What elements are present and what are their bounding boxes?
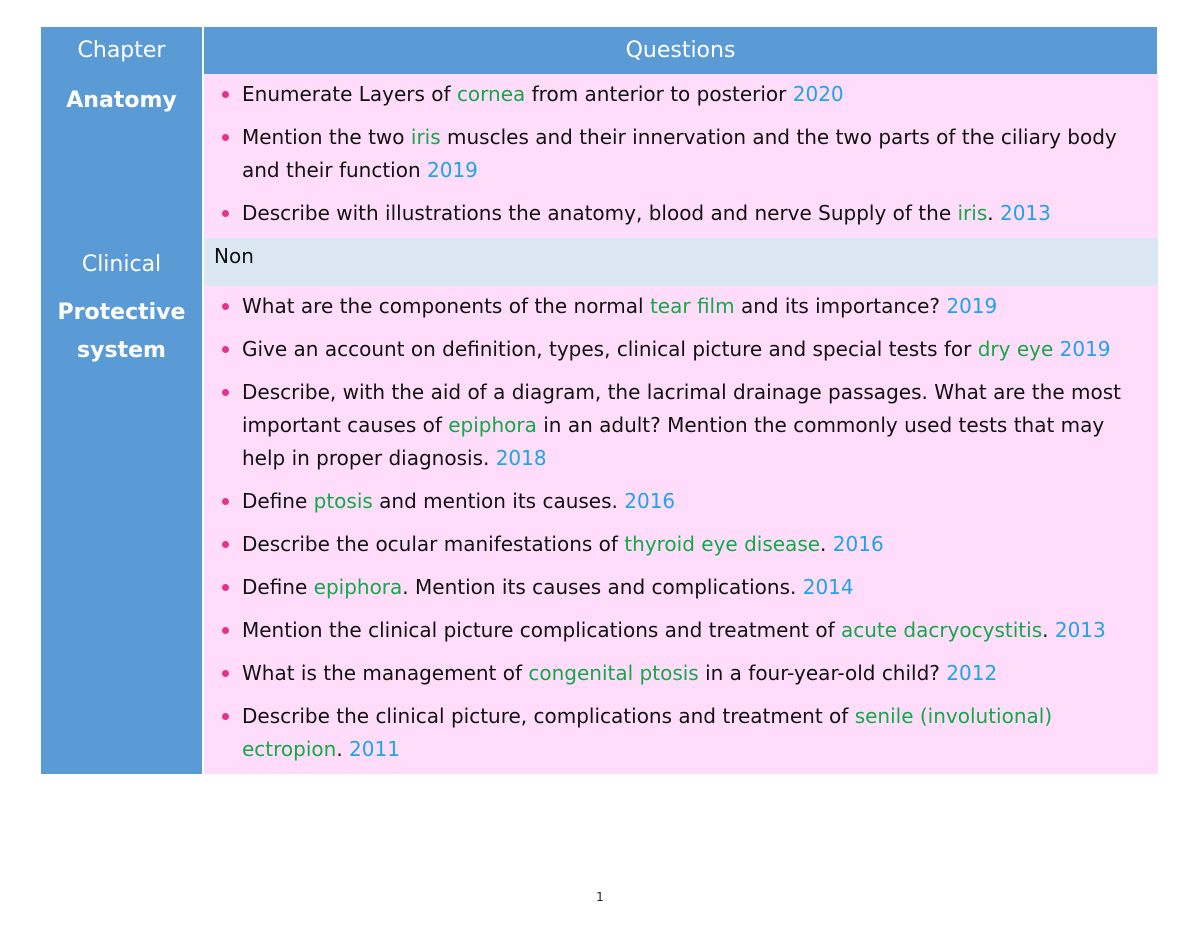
question-text: Enumerate Layers of	[242, 82, 457, 106]
chapter-cell: Anatomy	[41, 74, 203, 238]
exam-year: 2019	[1059, 337, 1111, 361]
question-text: .	[987, 201, 1000, 225]
topic-keyword: epiphora	[448, 413, 537, 437]
question-item	[214, 333, 1150, 366]
question-text: Describe the ocular manifestations of	[242, 532, 625, 556]
table-row	[41, 286, 1158, 774]
exam-year: 2013	[999, 201, 1051, 225]
question-list	[214, 78, 1150, 230]
exam-year: 2012	[946, 661, 998, 685]
exam-year: 2018	[495, 446, 547, 470]
question-text: . Mention its causes and complications.	[402, 575, 803, 599]
question-item	[214, 121, 1150, 187]
table-row	[41, 238, 1158, 286]
table-row	[41, 74, 1158, 238]
question-item	[214, 290, 1150, 323]
question-text: What is the management of	[242, 661, 529, 685]
exam-year: 2020	[792, 82, 844, 106]
page-number: 1	[596, 890, 604, 904]
exam-year: 2013	[1054, 618, 1106, 642]
question-text: from anterior to posterior	[525, 82, 793, 106]
question-text: Mention the two	[242, 125, 411, 149]
exam-year: 2014	[802, 575, 854, 599]
topic-keyword: epiphora	[313, 575, 403, 599]
bullet-icon	[222, 541, 229, 548]
question-item	[214, 78, 1150, 111]
chapter-cell: Clinical	[41, 238, 203, 286]
question-text: Describe, with the aid of a diagram, the lacrimal drainage passages. What are the most important causes of	[242, 380, 1121, 437]
topic-keyword: senile (involutional) ectropion	[242, 704, 1053, 761]
question-text: Mention the clinical picture complications and treatment of	[242, 618, 841, 642]
question-text: What are the components of the normal	[242, 294, 650, 318]
question-item	[214, 571, 1150, 604]
question-item	[214, 528, 1150, 561]
question-list	[214, 290, 1150, 766]
question-item	[214, 614, 1150, 647]
question-text: .	[820, 532, 833, 556]
topic-keyword: thyroid eye disease	[624, 532, 821, 556]
exam-year: 2016	[624, 489, 676, 513]
question-text: Describe the clinical picture, complications and treatment of	[242, 704, 855, 728]
questions-cell	[203, 74, 1158, 238]
question-item	[214, 485, 1150, 518]
question-text: and its importance?	[734, 294, 947, 318]
topic-keyword: ptosis	[313, 489, 373, 513]
topic-keyword: acute dacryocystitis	[840, 618, 1043, 642]
topic-keyword: cornea	[456, 82, 526, 106]
table-header-row	[41, 27, 1158, 74]
topic-keyword: iris	[410, 125, 441, 149]
question-item	[214, 700, 1150, 766]
questions-table	[41, 27, 1159, 774]
question-text: .	[336, 737, 350, 761]
question-text: muscles and their innervation and the two parts of the ciliary body and their function	[242, 125, 1117, 182]
no-questions-cell: Non	[203, 238, 1158, 286]
question-text: and mention its causes.	[372, 489, 625, 513]
bullet-icon	[222, 584, 229, 591]
questions-column-header: Questions	[203, 27, 1158, 74]
question-item	[214, 197, 1150, 230]
bullet-icon	[222, 498, 229, 505]
question-item	[214, 376, 1150, 475]
chapter-cell: Protective system	[41, 286, 203, 774]
bullet-icon	[222, 91, 229, 98]
bullet-icon	[222, 627, 229, 634]
bullet-icon	[222, 670, 229, 677]
questions-table-container	[41, 27, 1159, 774]
question-text: Give an account on definition, types, clinical picture and special tests for	[242, 337, 978, 361]
question-text: in a four-year-old child?	[698, 661, 947, 685]
bullet-icon	[222, 134, 229, 141]
question-text: Define	[242, 575, 314, 599]
topic-keyword: iris	[957, 201, 988, 225]
chapter-column-header: Chapter	[41, 27, 203, 74]
question-text: .	[1042, 618, 1055, 642]
question-text: Describe with illustrations the anatomy, blood and nerve Supply of the	[242, 201, 958, 225]
bullet-icon	[222, 346, 229, 353]
exam-year: 2019	[427, 158, 478, 182]
exam-year: 2011	[349, 737, 400, 761]
table-body	[41, 74, 1158, 774]
bullet-icon	[222, 713, 229, 720]
bullet-icon	[222, 210, 229, 217]
exam-year: 2019	[946, 294, 998, 318]
exam-year: 2016	[832, 532, 884, 556]
topic-keyword: tear film	[649, 294, 735, 318]
bullet-icon	[222, 389, 229, 396]
question-item	[214, 657, 1150, 690]
bullet-icon	[222, 303, 229, 310]
topic-keyword: congenital ptosis	[528, 661, 699, 685]
question-text: in an adult? Mention the commonly used tests that may help in proper diagnosis.	[242, 413, 1105, 470]
question-text: Define	[242, 489, 314, 513]
topic-keyword: dry eye	[977, 337, 1054, 361]
questions-cell	[203, 286, 1158, 774]
